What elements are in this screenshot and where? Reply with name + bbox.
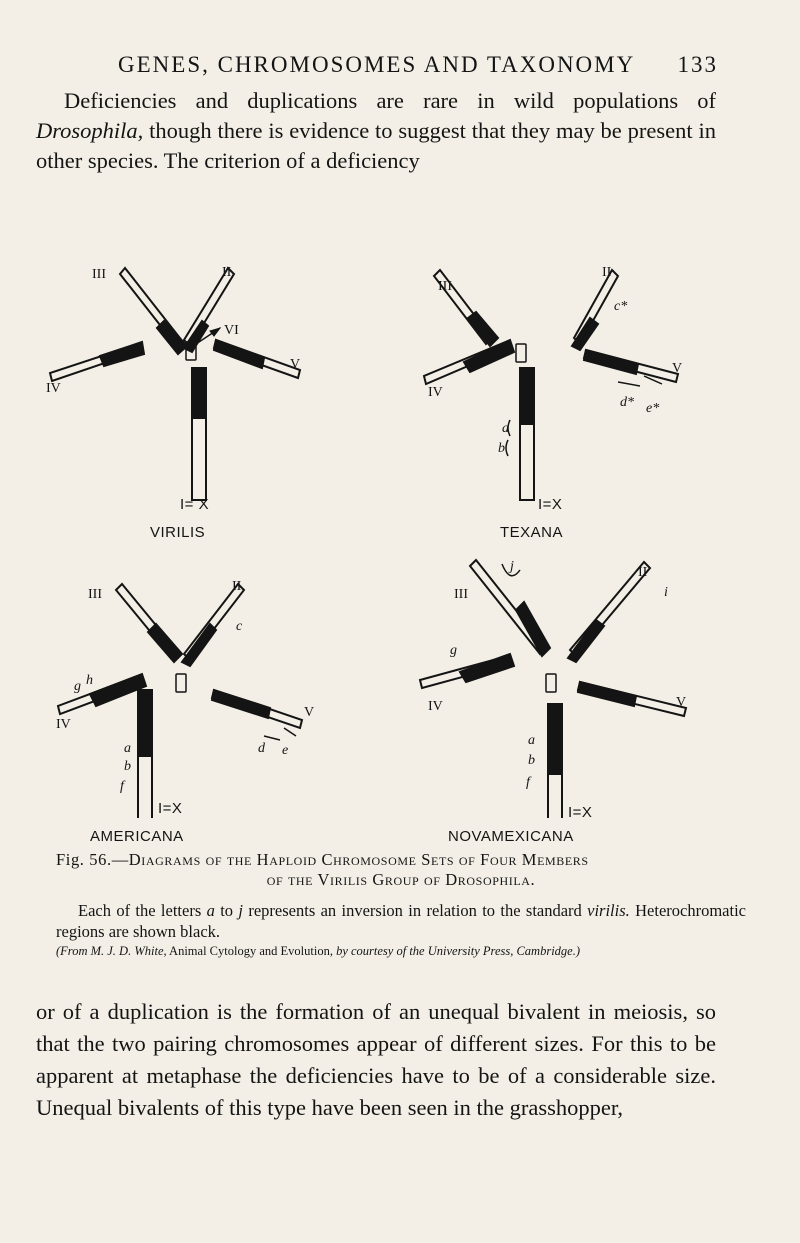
americana-label-iv: IV	[56, 717, 71, 732]
novamexicana-label-iii: III	[454, 587, 468, 602]
novamexicana-label-v: V	[676, 695, 687, 710]
texana-label-v: V	[672, 361, 683, 376]
texana-label-iv: IV	[428, 385, 443, 400]
texana-label-b: b	[498, 441, 505, 456]
novamexicana-label-a: a	[528, 733, 535, 748]
americana-label-iii: III	[88, 587, 102, 602]
paragraph-1-part2: though there is evidence to suggest that they may be present in other species. The criterion of a deficiency	[36, 118, 716, 173]
paragraph-2: or of a duplication is the formation of an unequal bivalent in meiosis, so that the two pairing chromosomes appear of different sizes. For this to be apparent at metaphase the deficiencies have to be of a considerable size. Unequal bivalents of this type have been seen in the grasshopper,	[36, 999, 716, 1120]
novamexicana-label-g: g	[450, 643, 457, 658]
credit-from: (From M. J. D. White,	[56, 944, 167, 958]
virilis-sex-label: I= X	[180, 496, 210, 513]
caption-fig-number: Fig. 56.	[56, 850, 112, 869]
americana-label-c: c	[236, 619, 243, 634]
americana-label-h: h	[86, 673, 93, 688]
paragraph-1-part1: Deficiencies and duplications are rare in wild populations of	[64, 88, 716, 113]
figure-56	[40, 258, 760, 845]
virilis-label-iv: IV	[46, 381, 61, 396]
americana-label-a: a	[124, 741, 131, 756]
americana-sex-label: I=X	[158, 800, 183, 817]
page-number: 133	[677, 52, 718, 77]
texana-label-ii: II	[602, 265, 612, 280]
novamexicana-label-f: f	[526, 775, 530, 790]
panel-virilis	[46, 265, 300, 500]
panel-novamexicana	[420, 559, 686, 818]
virilis-label-vi: VI	[224, 323, 239, 338]
paragraph-1	[36, 86, 716, 176]
americana-label-f: f	[120, 779, 124, 794]
novamexicana-label-iv: IV	[428, 699, 443, 714]
figure-credit	[56, 944, 746, 959]
panel-label-americana: AMERICANA	[90, 828, 184, 845]
caption-line-2: of the Virilis Group of Drosophila.	[266, 870, 536, 889]
texana-sex-label: I=X	[538, 496, 563, 513]
note-part-1: Each of the letters	[78, 901, 207, 920]
texana-label-d-star: d*	[620, 395, 634, 410]
texana-label-a: a	[502, 421, 509, 436]
note-letter-a: a	[206, 901, 215, 920]
americana-label-b: b	[124, 759, 131, 774]
caption-line-1: —Diagrams of the Haploid Chromosome Sets of Four Members	[111, 850, 589, 869]
running-title: GENES, CHROMOSOMES AND TAXONOMY	[118, 52, 636, 77]
virilis-label-v: V	[290, 357, 301, 372]
americana-label-e: e	[282, 743, 289, 758]
paragraph-1-italic: Drosophila,	[36, 118, 144, 143]
note-part-2: to	[214, 901, 239, 920]
figure-caption	[56, 850, 746, 890]
credit-title: Animal Cytology and Evolution,	[166, 944, 333, 958]
americana-label-v: V	[304, 705, 315, 720]
panel-label-virilis: VIRILIS	[150, 524, 206, 541]
virilis-label-ii: II	[222, 265, 232, 280]
novamexicana-label-i: i	[664, 585, 668, 600]
novamexicana-label-j: j	[510, 559, 514, 574]
panel-label-texana: TEXANA	[500, 524, 564, 541]
texana-label-c-star: c*	[614, 299, 628, 314]
americana-label-g: g	[74, 679, 81, 694]
running-header	[118, 52, 718, 90]
note-virilis: virilis.	[587, 901, 630, 920]
americana-label-d: d	[258, 741, 265, 756]
note-part-3: represents an inversion in relation to the standard	[243, 901, 588, 920]
virilis-label-iii: III	[92, 267, 106, 282]
americana-label-ii: II	[232, 579, 242, 594]
chromosome-diagram	[40, 258, 760, 818]
figure-note	[56, 900, 746, 942]
note-part-4: Heterochromatic regions are shown black.	[56, 901, 746, 941]
novamexicana-label-ii: II	[638, 565, 648, 580]
panel-texana	[424, 265, 682, 500]
novamexicana-label-b: b	[528, 753, 535, 768]
panel-americana	[56, 579, 314, 818]
credit-rest: by courtesy of the University Press, Cambridge.)	[332, 944, 581, 958]
panel-label-novamexicana: NOVAMEXICANA	[448, 828, 574, 845]
novamexicana-sex-label: I=X	[568, 804, 593, 821]
note-letter-j: j	[238, 901, 243, 920]
texana-label-e-star: e*	[646, 401, 660, 416]
texana-label-iii: III	[438, 279, 452, 294]
